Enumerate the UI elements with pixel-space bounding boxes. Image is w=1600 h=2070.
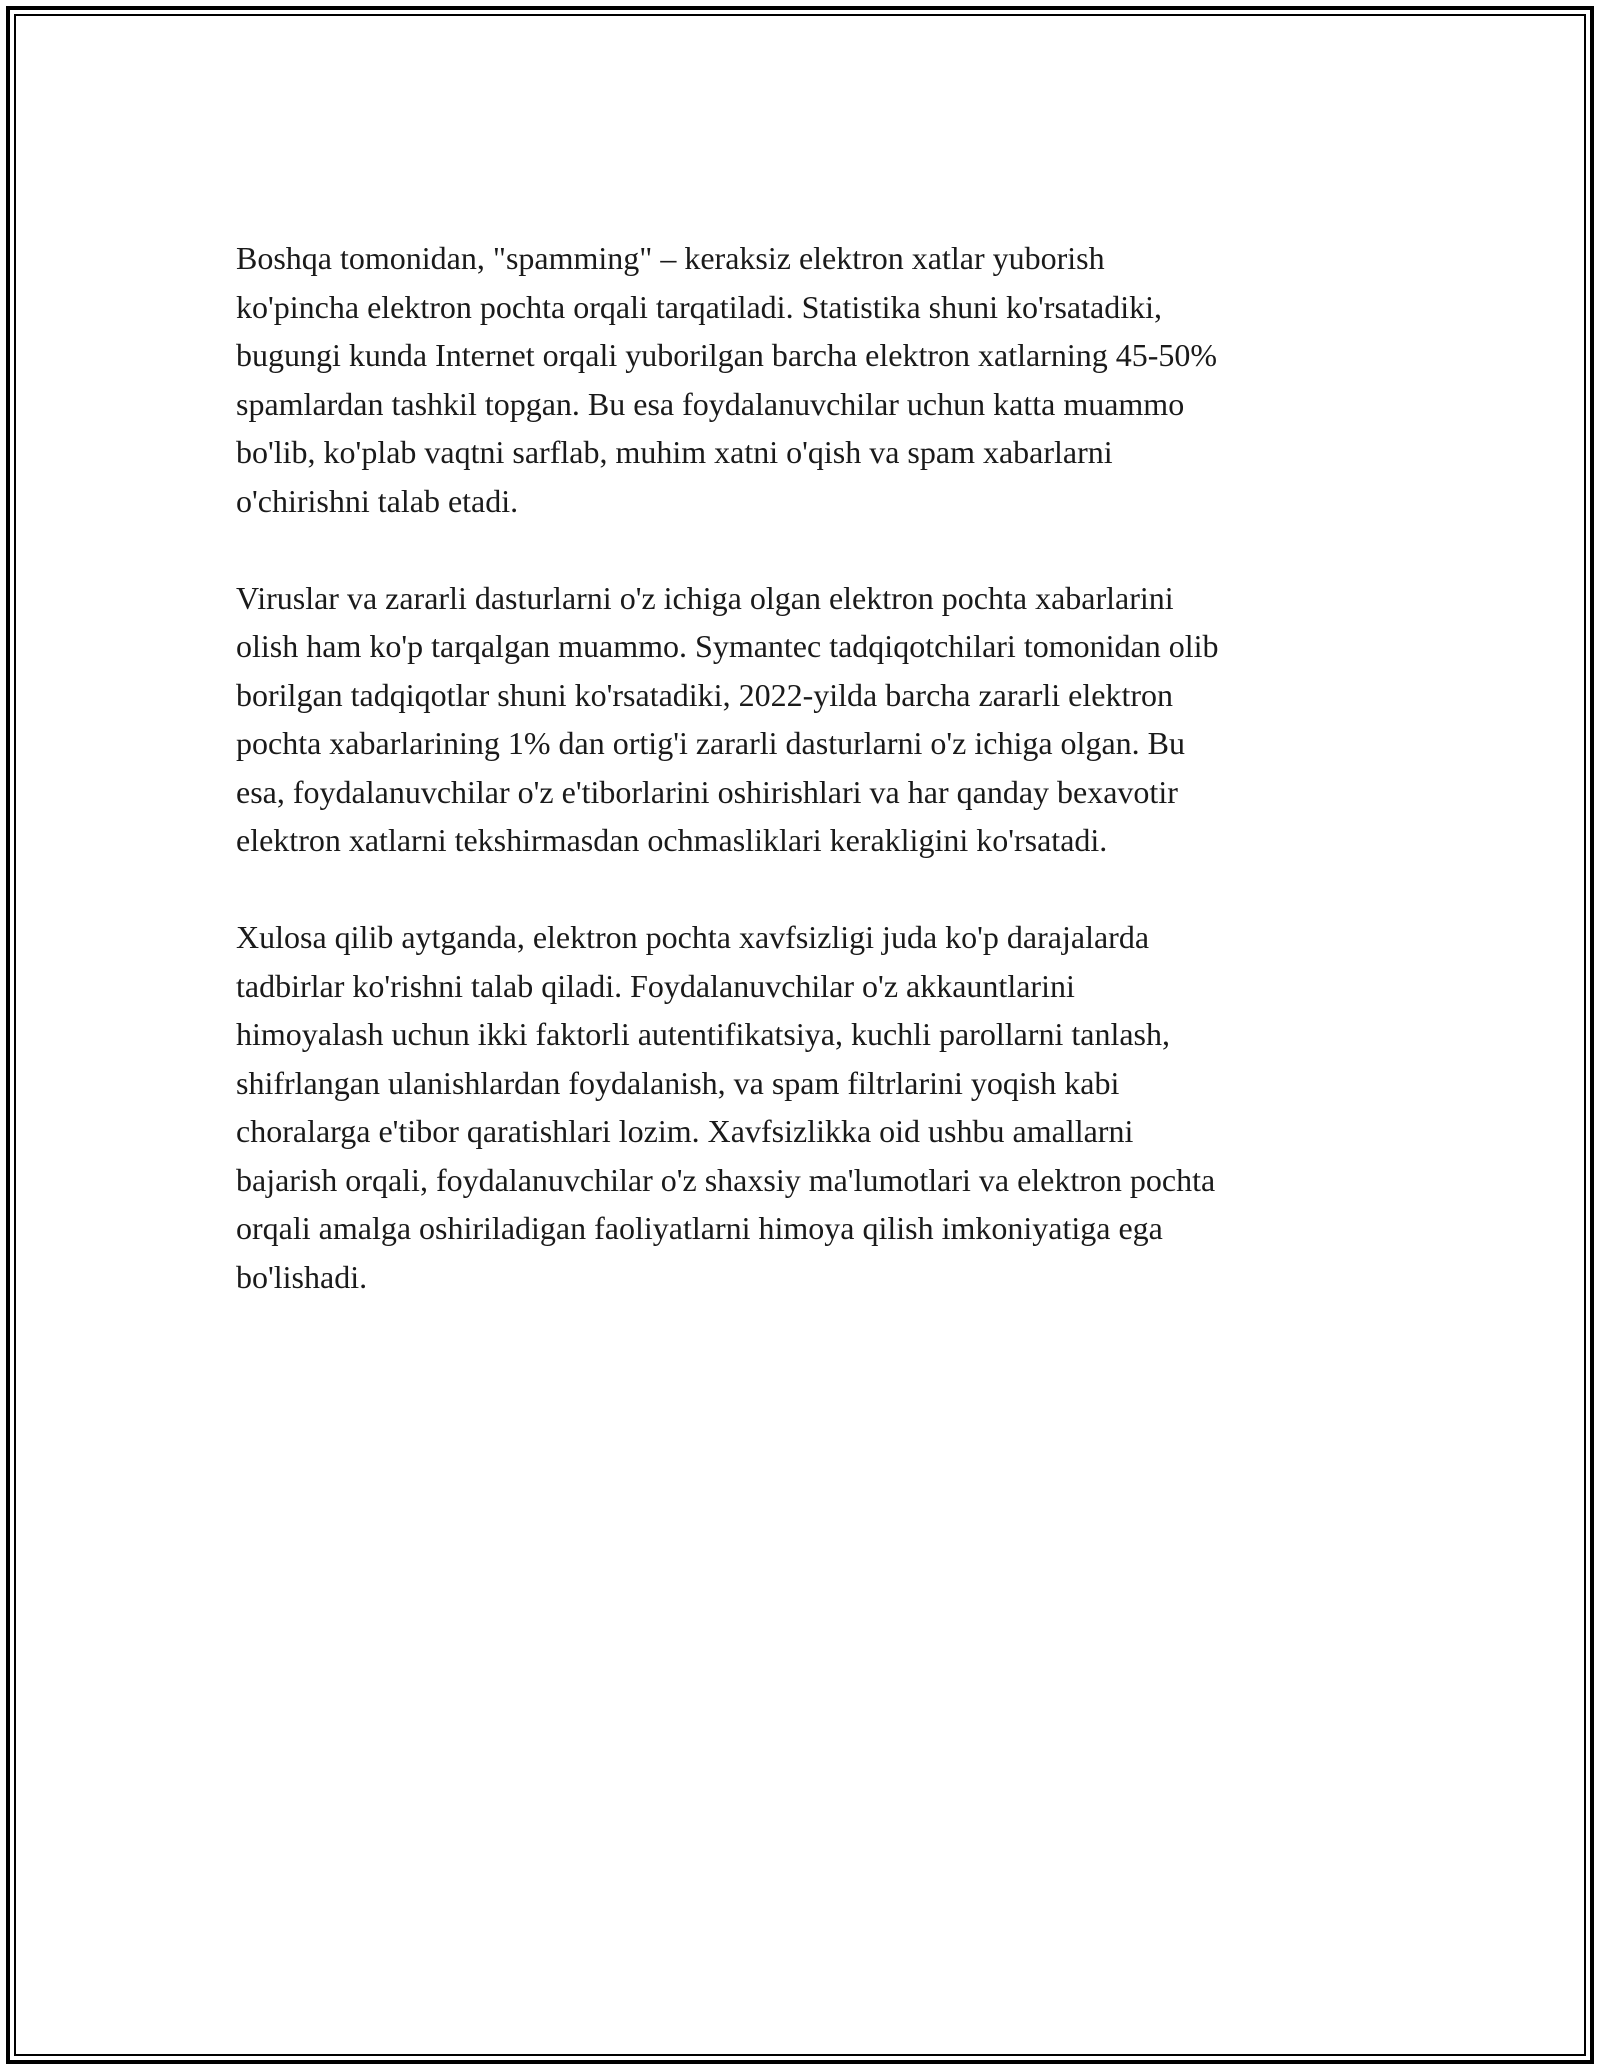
text-line: esa, foydalanuvchilar o'z e'tiborlarini oshirishlari va har qanday bexavotir <box>236 773 1178 810</box>
text-line: Boshqa tomonidan, "spamming" – keraksiz elektron xatlar yuborish <box>236 240 1105 276</box>
text-line: bo'lishadi. <box>236 1258 368 1295</box>
text-line: pochta xabarlarining 1% dan ortig'i zararli dasturlarni o'z ichiga olgan. Bu <box>236 725 1185 761</box>
paragraph-viruses <box>236 574 1376 865</box>
text-line: o'chirishni talab etadi. <box>236 482 519 519</box>
text-line: ko'pincha elektron pochta orqali tarqatiladi. Statistika shuni ko'rsatadiki, <box>236 288 1162 325</box>
text-line: choralarga e'tibor qaratishlari lozim. Xavfsizlikka oid ushbu amallarni <box>236 1113 1134 1149</box>
text-line: orqali amalga oshiriladigan faoliyatlarni himoya qilish imkoniyatiga ega <box>236 1210 1163 1246</box>
document-body <box>236 234 1376 1350</box>
text-line: olish ham ko'p tarqalgan muammo. Symantec tadqiqotchilari tomonidan olib <box>236 628 1219 664</box>
text-line: Xulosa qilib aytganda, elektron pochta xavfsizligi juda ko'p darajalarda <box>236 919 1150 955</box>
text-line: himoyalash uchun ikki faktorli autentifikatsiya, kuchli parollarni tanlash, <box>236 1016 1170 1052</box>
text-line: Viruslar va zararli dasturlarni o'z ichiga olgan elektron pochta xabarlarini <box>236 579 1174 616</box>
paragraph-spam <box>236 234 1376 525</box>
text-line: tadbirlar ko'rishni talab qiladi. Foydalanuvchilar o'z akkauntlarini <box>236 967 1075 1004</box>
text-line: borilgan tadqiqotlar shuni ko'rsatadiki, 2022-yilda barcha zararli elektron <box>236 676 1174 713</box>
text-line: bugungi kunda Internet orqali yuborilgan barcha elektron xatlarning 45-50% <box>236 337 1218 373</box>
text-line: bo'lib, ko'plab vaqtni sarflab, muhim xatni o'qish va spam xabarlarni <box>236 434 1113 470</box>
paragraph-conclusion <box>236 913 1376 1301</box>
text-line: elektron xatlarni tekshirmasdan ochmasliklari kerakligini ko'rsatadi. <box>236 822 1108 858</box>
text-line: bajarish orqali, foydalanuvchilar o'z shaxsiy ma'lumotlari va elektron pochta <box>236 1161 1216 1198</box>
text-line: shifrlangan ulanishlardan foydalanish, va spam filtrlarini yoqish kabi <box>236 1064 1120 1101</box>
text-line: spamlardan tashkil topgan. Bu esa foydalanuvchilar uchun katta muammo <box>236 385 1185 422</box>
